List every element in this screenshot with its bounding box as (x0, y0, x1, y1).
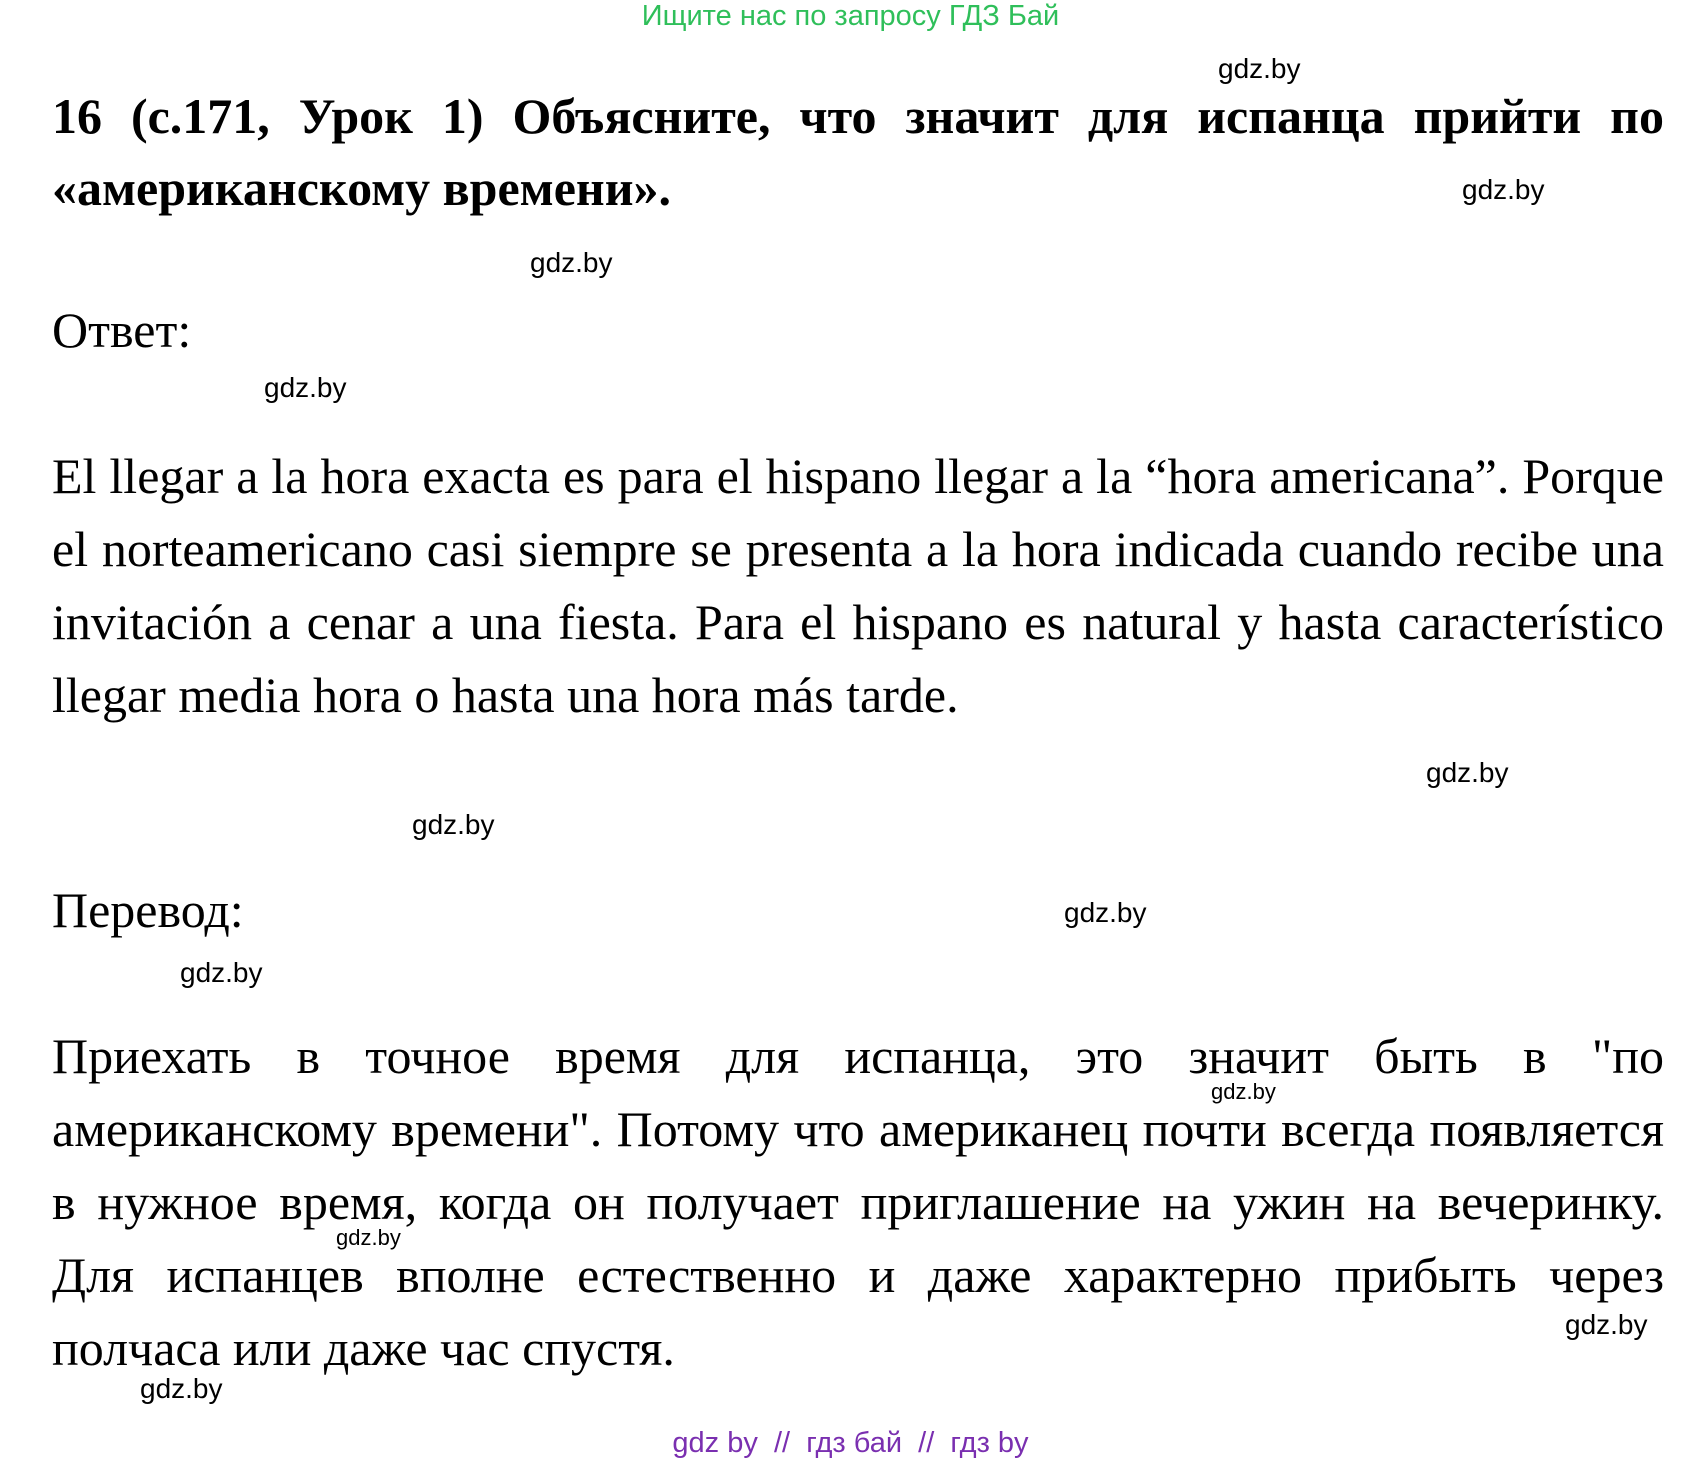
watermark: gdz.by (140, 1373, 223, 1404)
answer-text: El llegar a la hora exacta es para el hispano llegar a la “hora americana”. Porque el norteamericano casi siempre se presenta a la hora indicada cuando recibe una invitación a cenar a una fiesta. Para el hispano es natural y hasta característico llegar media hora o hasta una hora más tarde. (52, 448, 1664, 723)
watermark: gdz.by (412, 809, 495, 840)
watermark: gdz.by (1462, 174, 1545, 205)
watermark: gdz.by (336, 1225, 401, 1250)
watermark: gdz.by (1565, 1309, 1648, 1340)
footer-links[interactable]: gdz by // гдз бай // гдз by (672, 1427, 1029, 1459)
watermark: gdz.by (1426, 757, 1509, 788)
watermark: gdz.by (1064, 897, 1147, 928)
task-title: 16 (с.171, Урок 1) Объясните, что значит для испанца прийти по «американскому времени». (52, 88, 1664, 216)
watermark: gdz.by (180, 957, 263, 988)
translation-heading: Перевод: (52, 882, 244, 938)
answer-heading: Ответ: (52, 302, 192, 358)
watermark: gdz.by (1211, 1079, 1276, 1104)
search-banner[interactable]: Ищите нас по запросу ГДЗ Бай (641, 0, 1060, 32)
watermark: gdz.by (530, 247, 613, 278)
watermark: gdz.by (1218, 53, 1301, 84)
translation-text: Приехать в точное время для испанца, это значит быть в "по американскому времени". Потому что американец почти всегда появляется в нужное время, когда он получает приглашение на ужин на вечеринку. Для испанцев вполне естественно и даже характерно прибыть через полчаса или даже час спустя. (52, 1028, 1664, 1376)
watermark: gdz.by (264, 372, 347, 403)
